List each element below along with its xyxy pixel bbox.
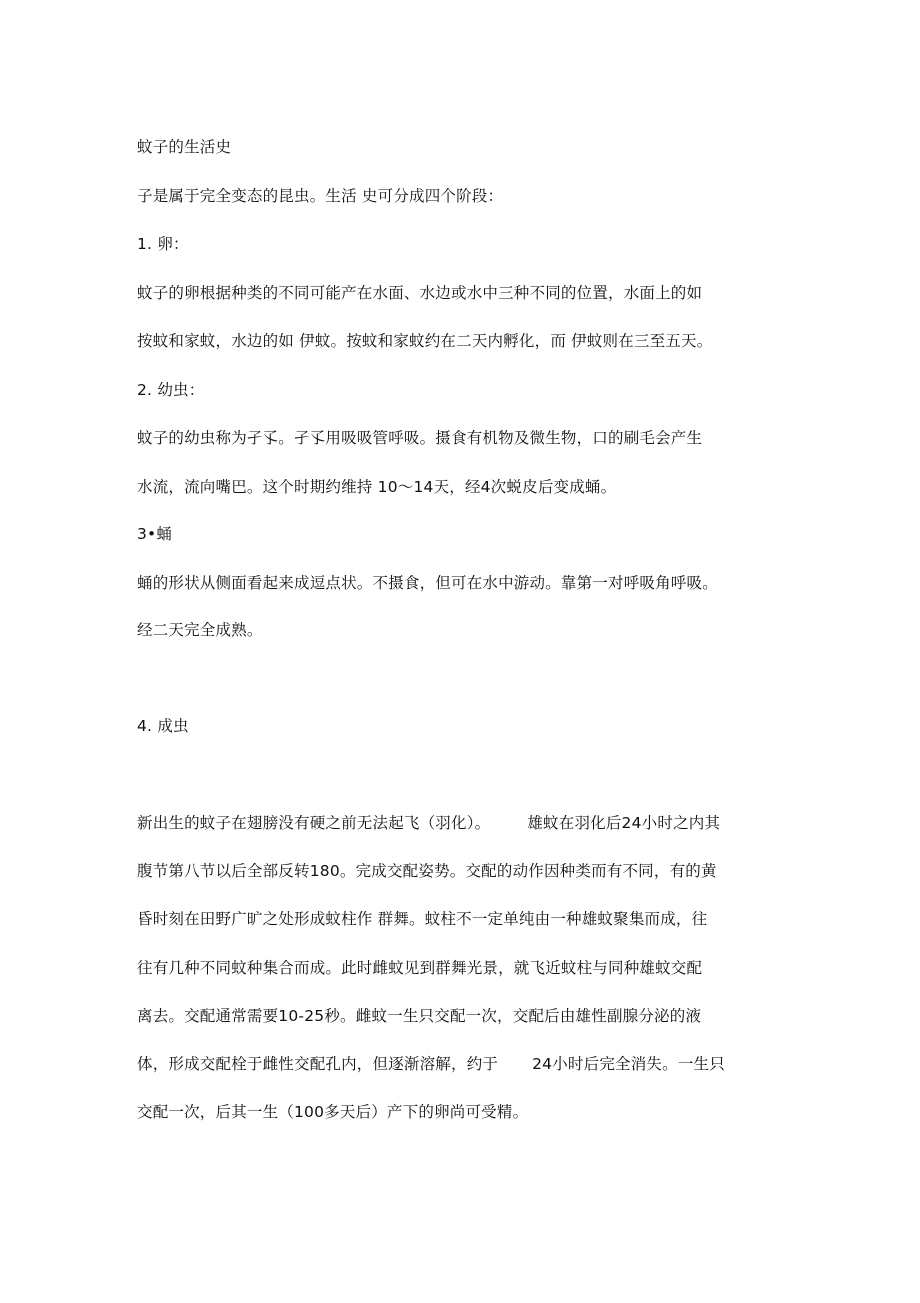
- paragraph-segment: 新出生的蚊子在翅膀没有硬之前无法起飞（羽化）。: [137, 814, 491, 832]
- document-title: 蚊子的生活史: [137, 138, 232, 156]
- intro-paragraph: 子是属于完全变态的昆虫。生活 史可分成四个阶段：: [137, 187, 504, 205]
- section-heading-adult: 4. 成虫: [137, 717, 189, 735]
- paragraph-line: 交配一次，后其一生（100多天后）产下的卵尚可受精。: [137, 1103, 529, 1121]
- paragraph-segment: 体，形成交配栓于雌性交配孔内，但逐渐溶解，约于: [137, 1055, 499, 1073]
- paragraph-line: 离去。交配通常需要10-25秒。雌蚊一生只交配一次，交配后由雄性副腺分泌的液: [137, 1007, 702, 1025]
- paragraph-line: [137, 813, 720, 833]
- paragraph-line: 蚊子的卵根据种类的不同可能产在水面、水边或水中三种不同的位置，水面上的如: [137, 284, 703, 302]
- paragraph-line: 往有几种不同蚊种集合而成。此时雌蚊见到群舞光景，就飞近蚊柱与同种雄蚊交配: [137, 959, 703, 977]
- paragraph-line: [137, 1054, 725, 1074]
- paragraph-line: 蛹的形状从侧面看起来成逗点状。不摄食，但可在水中游动。靠第一对呼吸角呼吸。: [137, 574, 718, 592]
- section-heading-egg: 1. 卵：: [137, 235, 189, 253]
- paragraph-segment: 24小时后完全消失。一生只: [532, 1055, 725, 1073]
- paragraph-line: 昏时刻在田野广旷之处形成蚊柱作 群舞。蚊柱不一定单纯由一种雄蚊聚集而成，往: [137, 910, 708, 928]
- paragraph-line: 蚊子的幼虫称为孑孓。孑孓用吸吸管呼吸。摄食有机物及微生物，口的刷毛会产生: [137, 429, 703, 447]
- paragraph-line: 腹节第八节以后全部反转180。完成交配姿势。交配的动作因种类而有不同，有的黄: [137, 862, 717, 880]
- section-heading-pupa: 3•蛹: [137, 525, 173, 543]
- paragraph-line: 按蚊和家蚊，水边的如 伊蚊。按蚊和家蚊约在二天内孵化，而 伊蚊则在三至五天。: [137, 332, 713, 350]
- paragraph-line: 水流，流向嘴巴。这个时期约维持 10～14天，经4次蜕皮后变成蛹。: [137, 478, 617, 496]
- section-heading-larva: 2. 幼虫：: [137, 381, 205, 399]
- paragraph-segment: 雄蚊在羽化后24小时之内其: [527, 814, 721, 832]
- paragraph-line: 经二天完全成熟。: [137, 621, 263, 639]
